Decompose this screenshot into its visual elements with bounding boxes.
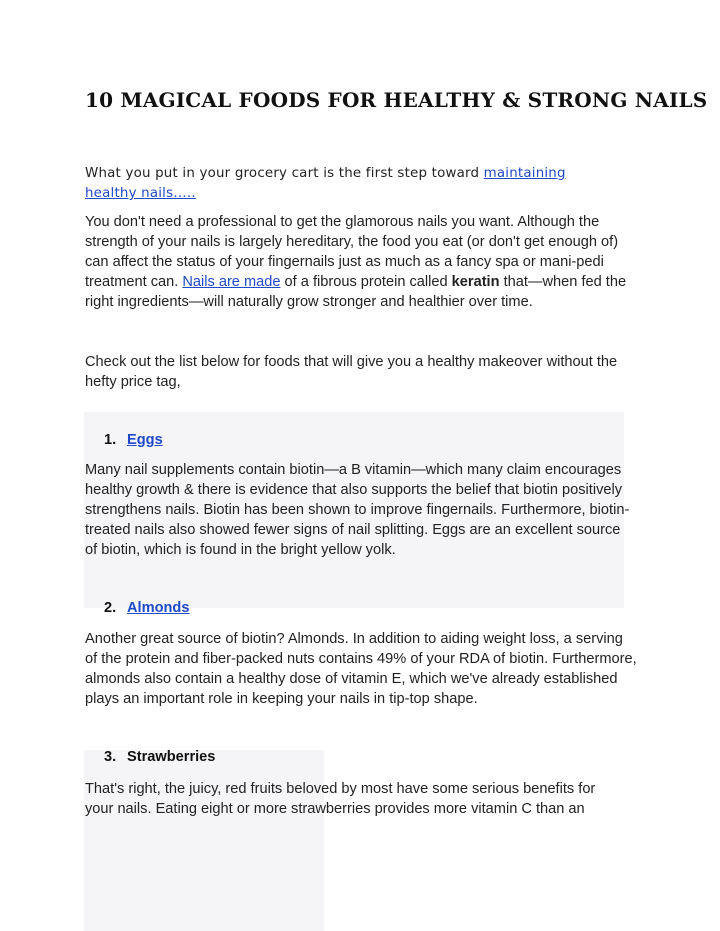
list-item-heading-eggs — [104, 432, 163, 448]
list-item-text-eggs: Many nail supplements contain biotin—a B vitamin—which many claim encourages healthy growth & there is evidence that also supports the belief that biotin positively strengthens nails. Biotin has been shown to improve fingernails. Furthermore, biotin-treated nails also showed fewer signs of nail splitting. Eggs are an excellent source of biotin, which is found in the bright yellow yolk. — [85, 462, 630, 558]
document-title: 10 MAGICAL FOODS FOR HEALTHY & STRONG NAILS — [85, 88, 708, 112]
list-number: 3. — [104, 749, 117, 765]
maintaining-healthy-nails-link[interactable]: maintaining healthy nails….. — [85, 166, 566, 201]
almonds-link[interactable]: Almonds — [127, 600, 190, 616]
list-number: 2. — [104, 600, 117, 616]
list-item-heading-almonds — [104, 600, 189, 616]
background-panel-2 — [84, 750, 324, 931]
eggs-link[interactable]: Eggs — [127, 432, 163, 448]
paragraph-nutrition: You don't need a professional to get the glamorous nails you want. Although the strength of your nails is largely hereditary, the food you eat (or don't get enough of) can affect the status of your fingernails just as much as a fancy spa or mani-pedi treatment can. Nails are made of a fibrous protein called keratin that—when fed the right ingredients—will naturally grow stronger and healthier over time. — [85, 214, 627, 310]
strawberries-label: Strawberries — [127, 749, 216, 765]
nails-are-made-link[interactable]: Nails are made — [182, 274, 281, 290]
list-item-text-almonds: Another great source of biotin? Almonds. In addition to aiding weight loss, a serving of the protein and fiber-packed nuts contains 49% of your RDA of biotin. Furthermore, almonds also contain a healthy dose of vitamin E, which we've already established plays an important role in keeping your nails in tip-top shape. — [85, 631, 637, 707]
list-number: 1. — [104, 432, 117, 448]
intro-paragraph — [85, 164, 605, 204]
keratin-bold: keratin — [451, 274, 500, 290]
intro-text: What you put in your grocery cart is the first step toward — [85, 166, 484, 181]
paragraph-list-intro: Check out the list below for foods that will give you a healthy makeover without the hefty price tag, — [85, 354, 618, 390]
list-item-text-strawberries: That's right, the juicy, red fruits beloved by most have some serious benefits for your nails. Eating eight or more strawberries provides more vitamin C than an — [85, 781, 596, 817]
list-item-heading-strawberries — [104, 749, 215, 765]
